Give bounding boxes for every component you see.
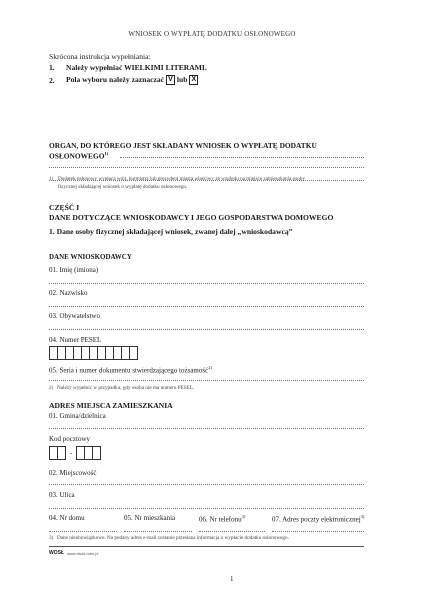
field-street-label: 03. Ulica	[49, 491, 75, 499]
field-zip-label: Kod pocztowy	[49, 435, 91, 443]
part1-subheading: 1. Dane osoby fizycznej składającej wniosek, zwanej dalej „wnioskodawcą”	[49, 227, 293, 236]
organ-heading-line2: OSŁONOWEGO$^{1)}$	[49, 151, 109, 161]
footer-divider	[49, 546, 364, 547]
field-zip-part2[interactable]	[76, 446, 100, 460]
field-pesel-label: 04. Numer PESEL	[49, 336, 102, 344]
field-flat-number-label: 05. Nr mieszkania	[124, 514, 176, 522]
checkbox-example-x: X	[189, 75, 198, 85]
instruction-1-number: 1.	[49, 63, 55, 72]
field-id-document-input[interactable]	[49, 380, 364, 381]
field-flat-number-input[interactable]	[124, 531, 192, 532]
address-heading: ADRES MIEJSCA ZAMIESZKANIA	[49, 401, 173, 410]
organ-footnote-line1: Dodatek osłonowy wypłaca wójt, burmistrz lub prezydent miasta właściwy ze względu na miejsce zamieszkania osoby	[58, 176, 306, 182]
field-last-name-label: 02. Nazwisko	[49, 289, 88, 297]
zip-dash: -	[70, 449, 73, 457]
field-house-number-label: 04. Nr domu	[49, 514, 85, 522]
field-pesel-boxes[interactable]	[49, 346, 137, 360]
page-number: 1	[230, 575, 234, 583]
instruction-2-text: Pola wyboru należy zaznaczać	[66, 75, 165, 84]
field-first-name-label: 01. Imię (imiona)	[49, 266, 99, 274]
field-locality-input[interactable]	[49, 484, 364, 485]
applicant-footnote: Należy wypełnić w przypadku, gdy osoba nie ma numeru PESEL.	[57, 385, 195, 391]
instruction-2-or: lub	[176, 75, 188, 84]
document-title: WNIOSEK O WYPŁATĘ DODATKU OSŁONOWEGO	[128, 30, 296, 38]
address-footnote-number: 3)	[49, 535, 54, 541]
part1-heading: DANE DOTYCZĄCE WNIOSKODAWCY I JEGO GOSPODARSTWA DOMOWEGO	[49, 213, 334, 222]
instruction-2-number: 2.	[49, 76, 55, 85]
field-locality-label: 02. Miejscowość	[49, 469, 97, 477]
field-last-name-input[interactable]	[49, 306, 364, 307]
field-house-number-input[interactable]	[49, 531, 117, 532]
instructions-heading: Skrócona instrukcja wypełniania:	[49, 52, 151, 61]
field-street-input[interactable]	[49, 508, 364, 509]
organ-footnote-line2: fizycznej składającej wniosek o wypłatę dodatku osłonowego.	[58, 184, 188, 190]
organ-footnote-number: 1)	[49, 176, 54, 182]
field-email-input[interactable]	[272, 531, 364, 532]
field-citizenship-label: 03. Obywatelstwo	[49, 312, 100, 320]
field-municipality-label: 01. Gmina/dzielnica	[49, 412, 106, 420]
field-id-document-label: 05. Seria i numer dokumentu stwierdzającego tożsamość$^{2)}$	[49, 365, 212, 375]
organ-heading-line1: ORGAN, DO KTÓREGO JEST SKŁADANY WNIOSEK O WYPŁATĘ DODATKU	[49, 141, 317, 150]
footer-site: www.druki-mbs.pl	[67, 551, 99, 556]
organ-input-line-1[interactable]	[49, 167, 364, 168]
applicant-footnote-number: 2)	[49, 385, 54, 391]
footer-brand: WOSŁ	[49, 550, 64, 556]
field-zip-part1[interactable]	[49, 446, 65, 460]
checkbox-example-v: V	[166, 75, 175, 85]
instruction-2	[66, 75, 198, 85]
applicant-heading: DANE WNIOSKODAWCY	[49, 253, 132, 261]
instruction-1: Należy wypełniać WIELKIMI LITERAMI.	[66, 63, 207, 72]
address-footnote: Dane nieobowiązkowe. Na podany adres e-mail zostanie przesłana informacja o wypłacie dodatku osłonowego.	[57, 535, 289, 541]
field-municipality-input[interactable]	[49, 428, 364, 429]
field-citizenship-input[interactable]	[49, 329, 364, 330]
field-phone-label: 06. Nr telefonu$^{3)}$	[199, 514, 246, 524]
field-email-label: 07. Adres poczty elektronicznej$^{3)}$	[272, 514, 365, 524]
organ-input-line-0[interactable]	[120, 157, 364, 158]
field-phone-input[interactable]	[199, 531, 265, 532]
part1-label: CZĘŚĆ I	[49, 203, 80, 212]
field-first-name-input[interactable]	[49, 283, 364, 284]
